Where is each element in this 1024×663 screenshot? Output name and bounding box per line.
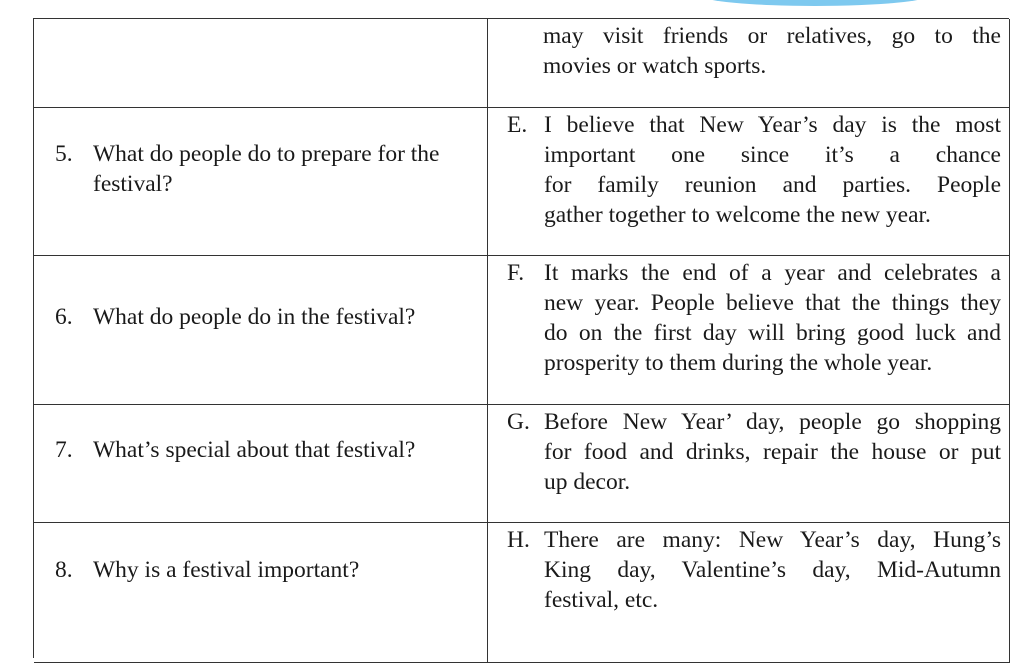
question-text	[55, 555, 481, 585]
table-row	[34, 256, 1010, 405]
question-line: What’s special about that festival?	[93, 437, 416, 463]
answer-line: festival, etc.	[544, 587, 659, 613]
table-row	[34, 523, 1010, 663]
question-line: What do people do in the festival?	[93, 304, 416, 330]
question-cell	[34, 256, 488, 405]
answer-text	[507, 110, 1001, 230]
top-decorative-arc	[700, 0, 930, 6]
answer-line: new year. People believe that the things they	[544, 290, 1001, 316]
question-cell	[34, 405, 488, 523]
question-number: 6.	[55, 304, 73, 330]
answer-line: prosperity to them during the whole year.	[544, 350, 933, 376]
answer-text	[543, 21, 1001, 81]
answer-text	[507, 258, 1001, 378]
answer-line: for family reunion and parties. People	[544, 172, 1001, 198]
answer-line: for food and drinks, repair the house or put	[544, 439, 1001, 465]
answer-line: important one since it’s a chance	[544, 142, 1001, 168]
answer-text	[507, 525, 1001, 615]
answer-line: gather together to welcome the new year.	[544, 202, 931, 228]
question-number: 8.	[55, 557, 73, 583]
answer-line: It marks the end of a year and celebrates a	[544, 260, 1001, 286]
answer-line: Before New Year’ day, people go shopping	[544, 409, 1001, 435]
question-text	[55, 435, 481, 465]
question-cell	[34, 108, 488, 256]
answer-cell	[488, 256, 1010, 405]
answer-line: do on the first day will bring good luck and	[544, 320, 1001, 346]
answer-line: up decor.	[544, 469, 631, 495]
answer-letter: F.	[507, 260, 525, 286]
question-number: 7.	[55, 437, 73, 463]
answer-text	[507, 407, 1001, 497]
matching-table	[33, 18, 1009, 658]
answer-letter: H.	[507, 527, 530, 553]
question-text	[55, 302, 481, 332]
question-line: What do people do to prepare for the	[93, 141, 440, 167]
answer-cell	[488, 108, 1010, 256]
table-row	[34, 405, 1010, 523]
answer-line: There are many: New Year’s day, Hung’s	[544, 527, 1001, 553]
answer-cell	[488, 405, 1010, 523]
answer-cell	[488, 19, 1010, 108]
answer-letter: G.	[507, 409, 530, 435]
question-cell	[34, 523, 488, 663]
table-row	[34, 19, 1010, 108]
answer-line: I believe that New Year’s day is the most	[544, 112, 1001, 138]
answer-letter: E.	[507, 112, 528, 138]
answer-line: may visit friends or relatives, go to the	[543, 23, 1001, 49]
answer-cell	[488, 523, 1010, 663]
answer-line: movies or watch sports.	[543, 53, 767, 79]
table-row	[34, 108, 1010, 256]
question-cell	[34, 19, 488, 108]
answer-line: King day, Valentine’s day, Mid-Autumn	[544, 557, 1001, 583]
question-line: Why is a festival important?	[93, 557, 360, 583]
question-text	[55, 139, 481, 199]
question-number: 5.	[55, 141, 73, 167]
question-line: festival?	[93, 171, 173, 197]
